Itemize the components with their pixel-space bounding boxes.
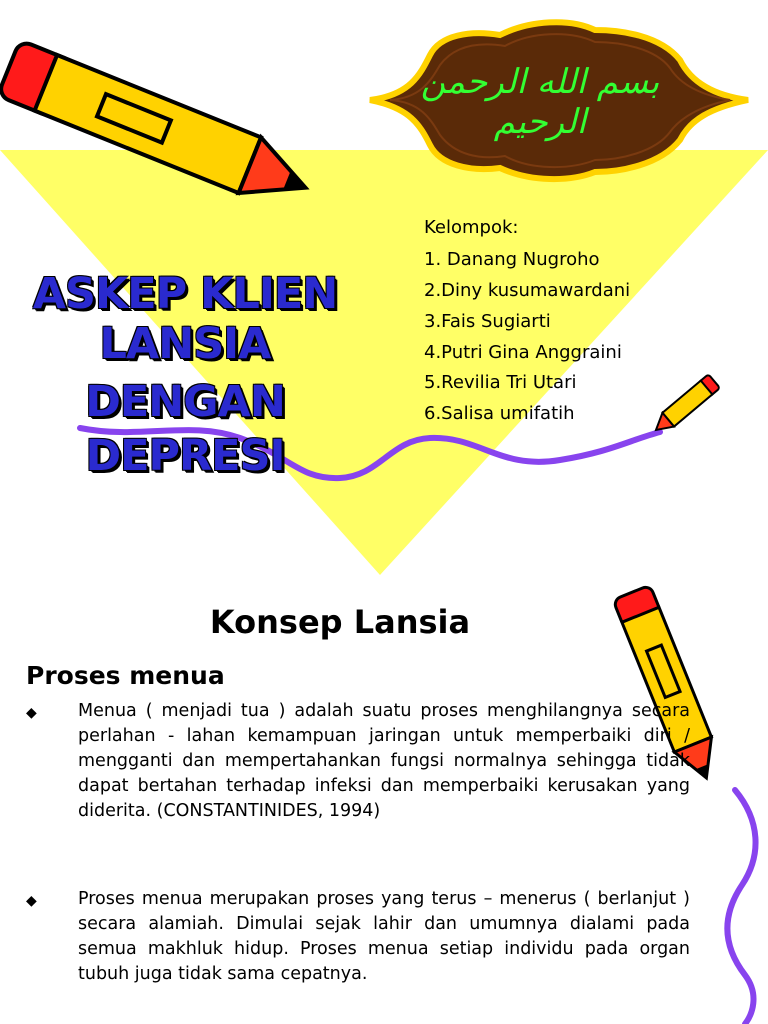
member-item: 4.Putri Gina Anggraini bbox=[424, 342, 622, 363]
member-item: 3.Fais Sugiarti bbox=[424, 311, 551, 332]
bullet-diamond-icon: ◆ bbox=[26, 705, 37, 721]
title-line-3: DENGAN bbox=[85, 377, 285, 427]
title-line-1: ASKEP KLIEN bbox=[32, 269, 338, 319]
paragraph-1: Menua ( menjadi tua ) adalah suatu proses menghilangnya secara perlahan - lahan kemampuan jaringan untuk memperbaiki diri / mengganti dan mempertahankan fungsi normalnya sehingga tidak dapat bertahan terhadap infeksi dan memperbaiki kerusakan yang diderita. (CONSTANTINIDES, 1994) bbox=[78, 701, 690, 821]
bullet-diamond-icon: ◆ bbox=[26, 893, 37, 909]
paragraph-2: Proses menua merupakan proses yang terus – menerus ( berlanjut ) secara alamiah. Dimulai sejak lahir dan umumnya dialami pada semua makhluk hidup. Proses menua setiap individu pada organ tubuh juga tidak sama cepatnya. bbox=[78, 889, 690, 984]
member-item: 5.Revilia Tri Utari bbox=[424, 372, 577, 393]
content-slide bbox=[0, 575, 768, 1024]
title-line-2: LANSIA bbox=[99, 319, 271, 369]
title-line-4: DEPRESI bbox=[85, 431, 285, 481]
member-item: 2.Diny kusumawardani bbox=[424, 280, 631, 301]
slide2-title: Konsep Lansia bbox=[209, 603, 471, 641]
bismillah-calligraphy: بسم الله الرحمن الرحيم bbox=[420, 62, 660, 142]
section-subheading: Proses menua bbox=[26, 661, 225, 690]
small-pencil-icon bbox=[650, 374, 720, 437]
member-item: 1. Danang Nugroho bbox=[424, 249, 600, 270]
group-label: Kelompok: bbox=[424, 217, 519, 238]
member-item: 6.Salisa umifatih bbox=[424, 403, 575, 424]
purple-vertical-wave bbox=[727, 790, 755, 1024]
